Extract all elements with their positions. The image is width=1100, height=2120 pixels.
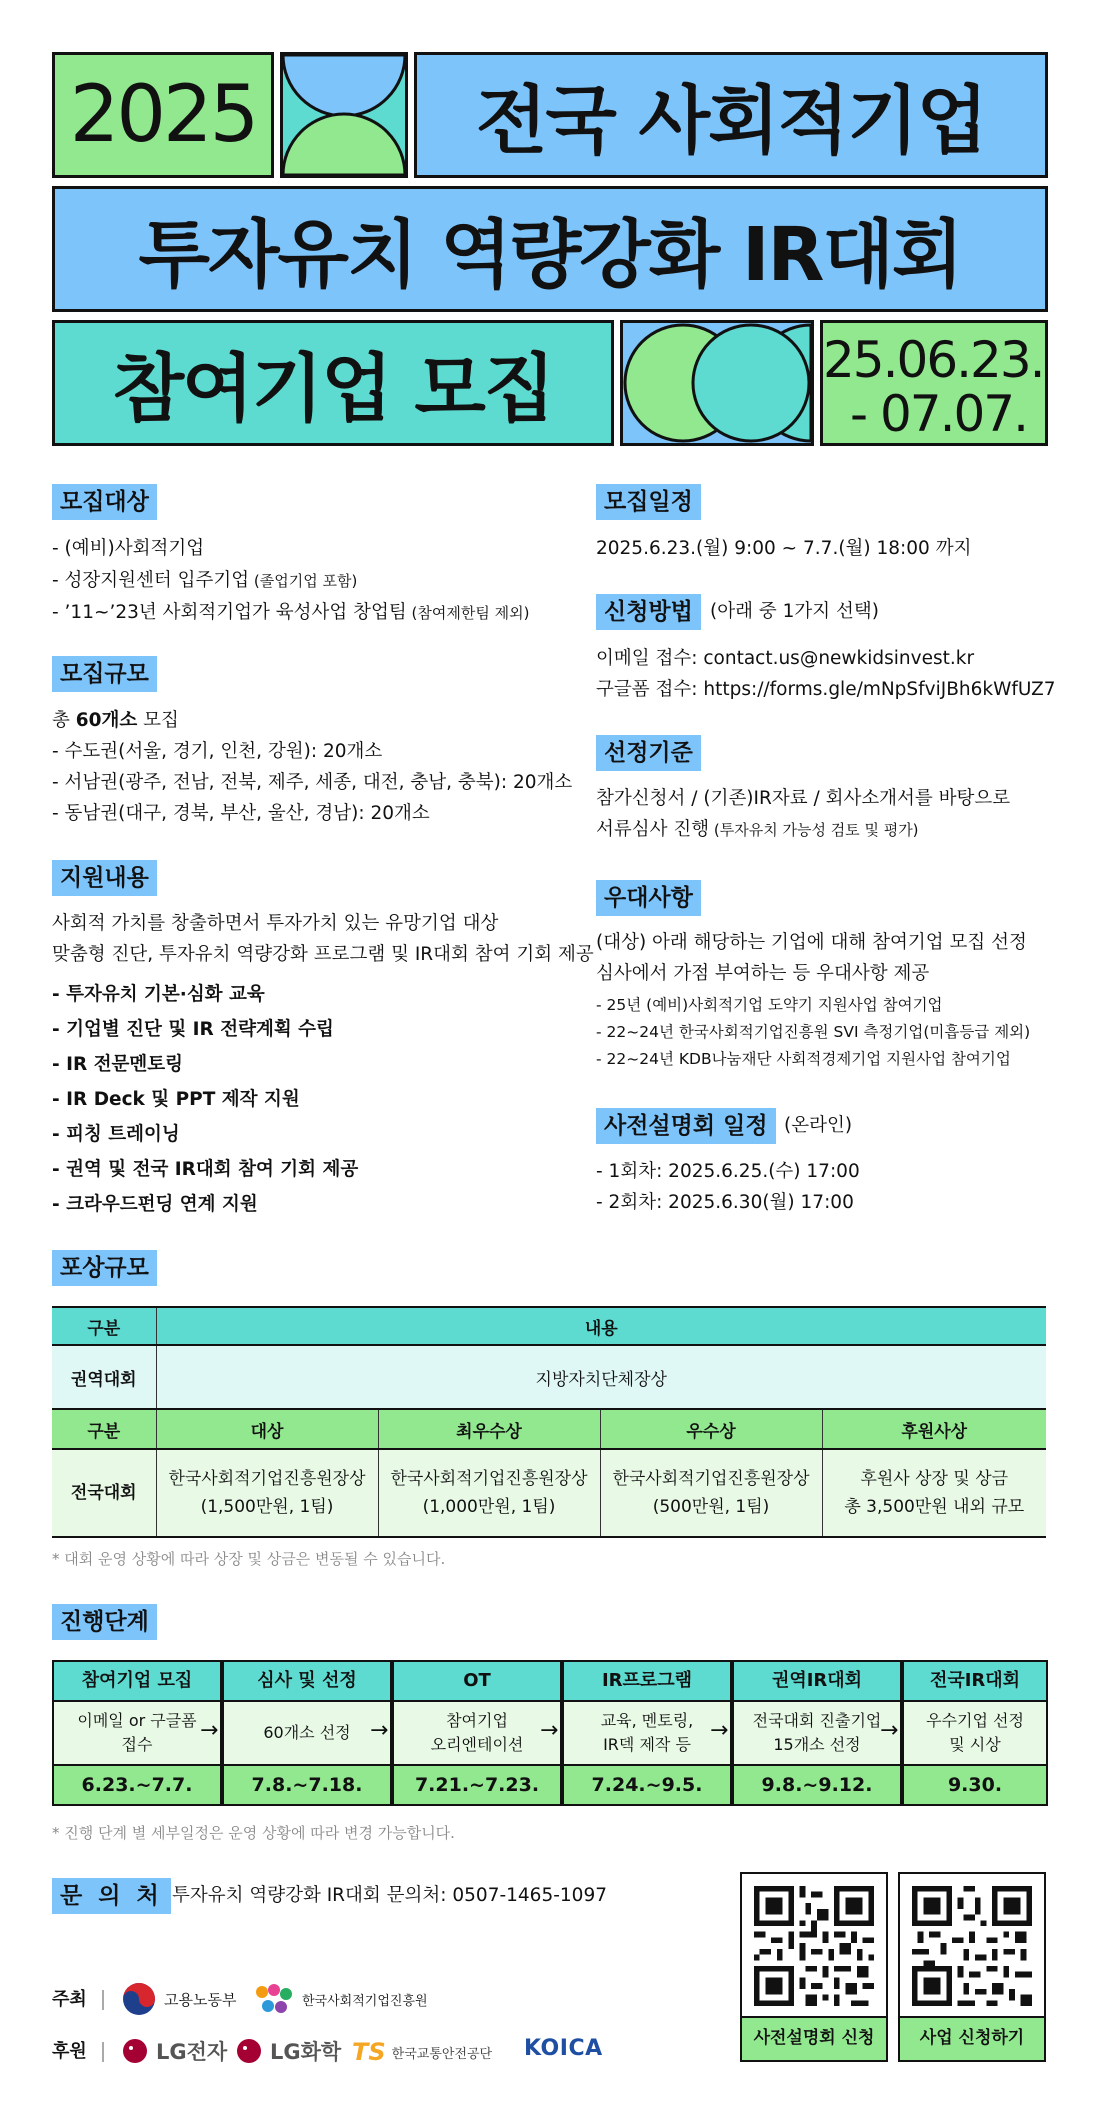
list-item: - 동남권(대구, 경북, 부산, 울산, 경남): 20개소 [52,803,430,824]
list-item: - 2회차: 2025.6.30(월) 17:00 [596,1192,854,1213]
list-item: - 투자유치 기본·심화 교육 [52,984,265,1005]
benefit-list [596,992,1030,1073]
steps-footnote: * 진행 단계 별 세부일정은 운영 상황에 따라 변경 가능합니다. [52,1824,455,1842]
qr-briefing-label: 사전설명회 신청 [742,2016,886,2060]
apply-note: (아래 중 1가지 선택) [710,601,879,622]
arrow-right-icon: → [710,1718,729,1743]
host-kseia-logo: 한국사회적기업진흥원 [254,1982,428,2016]
criteria-text: 참가신청서 / (기존)IR자료 / 회사소개서를 바탕으로 서류심사 진행 (투자유치 가능성 검토 및 평가) [596,788,1011,840]
briefing-note: (온라인) [784,1115,853,1136]
table-row: 구분 대상 최우수상 우수상 후원사상 [52,1409,1046,1449]
recruit-target-list [52,533,529,629]
list-item: - 22~24년 KDB나눔재단 사회적경제기업 지원사업 참여기업 [596,1050,1011,1068]
scale-total: 총 60개소 모집 [52,710,179,731]
arrow-right-icon: → [880,1718,899,1743]
recruit-target-label: 모집대상 [52,484,157,520]
list-item: - 기업별 진단 및 IR 전략계획 수립 [52,1019,334,1040]
table-row: 권역대회 지방자치단체장상 [52,1345,1046,1409]
apply-form: 구글폼 접수: https://forms.gle/mNpSfviJBh6kWfUZ7 [596,679,1056,700]
date-end: - 07.07. [850,385,1027,443]
divider [102,1990,104,2010]
steps-label: 진행단계 [52,1604,157,1640]
list-item: - IR Deck 및 PPT 제작 지원 [52,1089,300,1110]
benefit-intro: (대상) 아래 해당하는 기업에 대해 참여기업 모집 선정 심사에서 가점 부여하는 등 우대사항 제공 [596,932,1027,984]
circles-graphic [620,320,814,446]
list-item: - 수도권(서울, 경기, 인천, 강원): 20개소 [52,741,383,762]
sponsor-koica-logo: KOICA [524,2036,603,2061]
title-line2-box [52,186,1048,312]
recruit-scale-list [52,705,572,829]
hosts-label: 주최 [52,1989,87,2010]
support-intro: 사회적 가치를 창출하면서 투자가치 있는 유망기업 대상 맞춤형 진단, 투자유치 역량강화 프로그램 및 IR대회 참여 기회 제공 [52,913,594,965]
contact-label: 문 의 처 [52,1878,171,1914]
list-item: - 서남권(광주, 전남, 전북, 제주, 세종, 대전, 충남, 충북): 20개소 [52,772,573,793]
schedule-text: 2025.6.23.(월) 9:00 ~ 7.7.(월) 18:00 까지 [596,538,972,559]
recruit-scale-label: 모집규모 [52,656,157,692]
circles-icon [623,323,811,443]
list-item: - 25년 (예비)사회적기업 도약기 지원사업 참여기업 [596,996,943,1014]
step-card: 권역IR대회 전국대회 진출기업 15개소 선정 9.8.~9.12. [732,1660,902,1806]
list-item: - 1회차: 2025.6.25.(수) 17:00 [596,1161,860,1182]
arrow-right-icon: → [370,1718,389,1743]
briefing-list [596,1156,860,1218]
title-line3-box [52,320,614,446]
awards-footnote: * 대회 운영 상황에 따라 상장 및 상금은 변동될 수 있습니다. [52,1550,446,1568]
list-item: - 크라우드펀딩 연계 지원 [52,1194,258,1215]
step-card: 심사 및 선정 60개소 선정 7.8.~7.18. [222,1660,392,1806]
sponsor-kotsa-logo: TS 한국교통안전공단 [352,2038,493,2066]
kseia-icon [254,1982,294,2016]
benefit-label: 우대사항 [596,880,701,916]
title-line1-box [414,52,1048,178]
sponsors-label: 후원 [52,2041,87,2062]
apply-email: 이메일 접수: contact.us@newkidsinvest.kr [596,648,975,669]
qr-code-icon [912,1886,1032,2006]
list-item: - 권역 및 전국 IR대회 참여 기회 제공 [52,1159,359,1180]
date-box [820,320,1048,446]
title-line1: 전국 사회적기업 [475,78,987,164]
hourglass-icon [283,55,405,175]
sponsor-lgchem-logo: LG화학 [236,2036,341,2066]
qr-code-icon [754,1886,874,2006]
briefing-label: 사전설명회 일정 [596,1108,776,1144]
awards-label: 포상규모 [52,1250,157,1286]
support-label: 지원내용 [52,860,157,896]
table-row: 구분 내용 [52,1307,1046,1345]
year-box [52,52,274,178]
list-item: - (예비)사회적기업 [52,538,205,559]
hourglass-graphic [280,52,408,178]
qr-briefing[interactable] [740,1872,888,2062]
list-item: - IR 전문멘토링 [52,1054,184,1075]
lg-icon [122,2038,148,2064]
date-start: 25.06.23. [823,331,1044,389]
step-card: OT 참여기업 오리엔테이션 7.21.~7.23. [392,1660,562,1806]
title-line2: 투자유치 역량강화 IR대회 [138,212,962,298]
criteria-label: 선정기준 [596,735,701,771]
step-card: 참여기업 모집 이메일 or 구글폼 접수 6.23.~7.7. [52,1660,222,1806]
lg-icon [236,2038,262,2064]
table-row: 전국대회 한국사회적기업진흥원장상 (1,500만원, 1팀) 한국사회적기업진흥원장상 (1,000만원, 1팀) 한국사회적기업진흥원장상 (500만원, 1팀) 후원사 상장 및 상금 총 3,500만원 내외 규모 [52,1449,1046,1537]
divider [102,2042,104,2062]
list-item: - 피칭 트레이닝 [52,1124,180,1145]
list-item: - ’11~’23년 사회적기업가 육성사업 창업팀 (참여제한팀 제외) [52,602,530,623]
step-card: 전국IR대회 우수기업 선정 및 시상 9.30. [902,1660,1048,1806]
arrow-right-icon: → [540,1718,559,1743]
year-text: 2025 [69,70,257,160]
arrow-right-icon: → [200,1718,219,1743]
title-line3: 참여기업 모집 [112,346,554,432]
host-moel-logo: 고용노동부 [122,1982,236,2016]
taegeuk-icon [122,1982,156,2016]
schedule-label: 모집일정 [596,484,701,520]
contact-text: 투자유치 역량강화 IR대회 문의처: 0507-1465-1097 [172,1885,607,1906]
list-item: - 성장지원센터 입주기업 (졸업기업 포함) [52,570,358,591]
qr-apply-label: 사업 신청하기 [900,2016,1044,2060]
qr-apply[interactable] [898,1872,1046,2062]
sponsor-lge-logo: LG전자 [122,2036,227,2066]
apply-methods [596,643,1056,705]
awards-table [52,1306,1046,1538]
list-item: - 22~24년 한국사회적기업진흥원 SVI 측정기업(미흡등급 제외) [596,1023,1031,1041]
support-list [52,977,358,1222]
step-card: IR프로그램 교육, 멘토링, IR덱 제작 등 7.24.~9.5. [562,1660,732,1806]
apply-label: 신청방법 [596,594,701,630]
